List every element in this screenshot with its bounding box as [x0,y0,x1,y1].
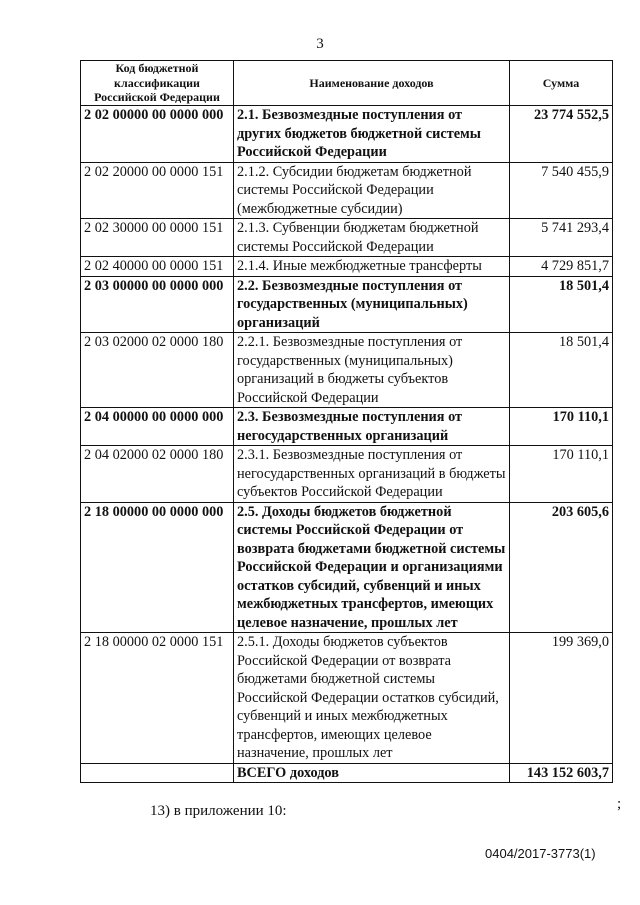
row-name: 2.1.3. Субвенции бюджетам бюджетной системы Российской Федерации [234,219,510,257]
row-code: 2 03 00000 00 0000 000 [81,276,234,333]
row-name: 2.1.2. Субсидии бюджетам бюджетной системы Российской Федерации (межбюджетные субсидии) [234,162,510,219]
row-sum: 199 369,0 [510,633,613,764]
row-name: 2.2.1. Безвозмездные поступления от государственных (муниципальных) организаций в бюджеты субъектов Российской Федерации [234,333,510,408]
header-code: Код бюджетной классификации Российской Федерации [81,61,234,106]
row-code: 2 04 02000 02 0000 180 [81,446,234,503]
row-sum: 7 540 455,9 [510,162,613,219]
row-name: 2.5.1. Доходы бюджетов субъектов Российской Федерации от возврата бюджетами бюджетной системы Российской Федерации остатков субсидий, субвенций и иных межбюджетных трансфертов, имеющих целевое назначение, прошлых лет [234,633,510,764]
row-code: 2 02 20000 00 0000 151 [81,162,234,219]
total-code [81,763,234,783]
row-sum: 4 729 851,7 [510,257,613,277]
document-id: 0404/2017-3773(1) [485,846,596,861]
row-code: 2 02 40000 00 0000 151 [81,257,234,277]
total-sum: 143 152 603,7 [510,763,613,783]
row-code: 2 18 00000 00 0000 000 [81,502,234,633]
row-sum: 170 110,1 [510,408,613,446]
row-sum: 23 774 552,5 [510,106,613,163]
table-row [81,276,613,333]
table-row [81,333,613,408]
row-name: 2.1.4. Иные межбюджетные трансферты [234,257,510,277]
table-header-row [81,61,613,106]
table-row [81,257,613,277]
page-number: 3 [316,36,324,52]
appendix-note: 13) в приложении 10: [150,803,287,819]
header-name: Наименование доходов [234,61,510,106]
table-row [81,106,613,163]
row-name: 2.1. Безвозмездные поступления от других бюджетов бюджетной системы Российской Федерации [234,106,510,163]
table-row [81,502,613,633]
table-end-semicolon: ; [617,796,622,812]
total-label: ВСЕГО доходов [234,763,510,783]
table-row [81,162,613,219]
row-name: 2.2. Безвозмездные поступления от государственных (муниципальных) организаций [234,276,510,333]
table-row [81,633,613,764]
row-code: 2 02 00000 00 0000 000 [81,106,234,163]
row-sum: 18 501,4 [510,276,613,333]
table-total-row [81,763,613,783]
row-sum: 203 605,6 [510,502,613,633]
row-sum: 170 110,1 [510,446,613,503]
table-row [81,446,613,503]
row-code: 2 04 00000 00 0000 000 [81,408,234,446]
row-name: 2.3. Безвозмездные поступления от негосударственных организаций [234,408,510,446]
row-name: 2.3.1. Безвозмездные поступления от негосударственных организаций в бюджеты субъектов Российской Федерации [234,446,510,503]
header-sum: Сумма [510,61,613,106]
row-sum: 5 741 293,4 [510,219,613,257]
row-code: 2 18 00000 02 0000 151 [81,633,234,764]
income-table [80,60,613,783]
table-row [81,408,613,446]
row-sum: 18 501,4 [510,333,613,408]
row-code: 2 02 30000 00 0000 151 [81,219,234,257]
row-name: 2.5. Доходы бюджетов бюджетной системы Российской Федерации от возврата бюджетами бюджетной системы Российской Федерации и организациями остатков субсидий, субвенций и иных межбюджетных трансфертов, имеющих целевое назначение, прошлых лет [234,502,510,633]
row-code: 2 03 02000 02 0000 180 [81,333,234,408]
table-row [81,219,613,257]
